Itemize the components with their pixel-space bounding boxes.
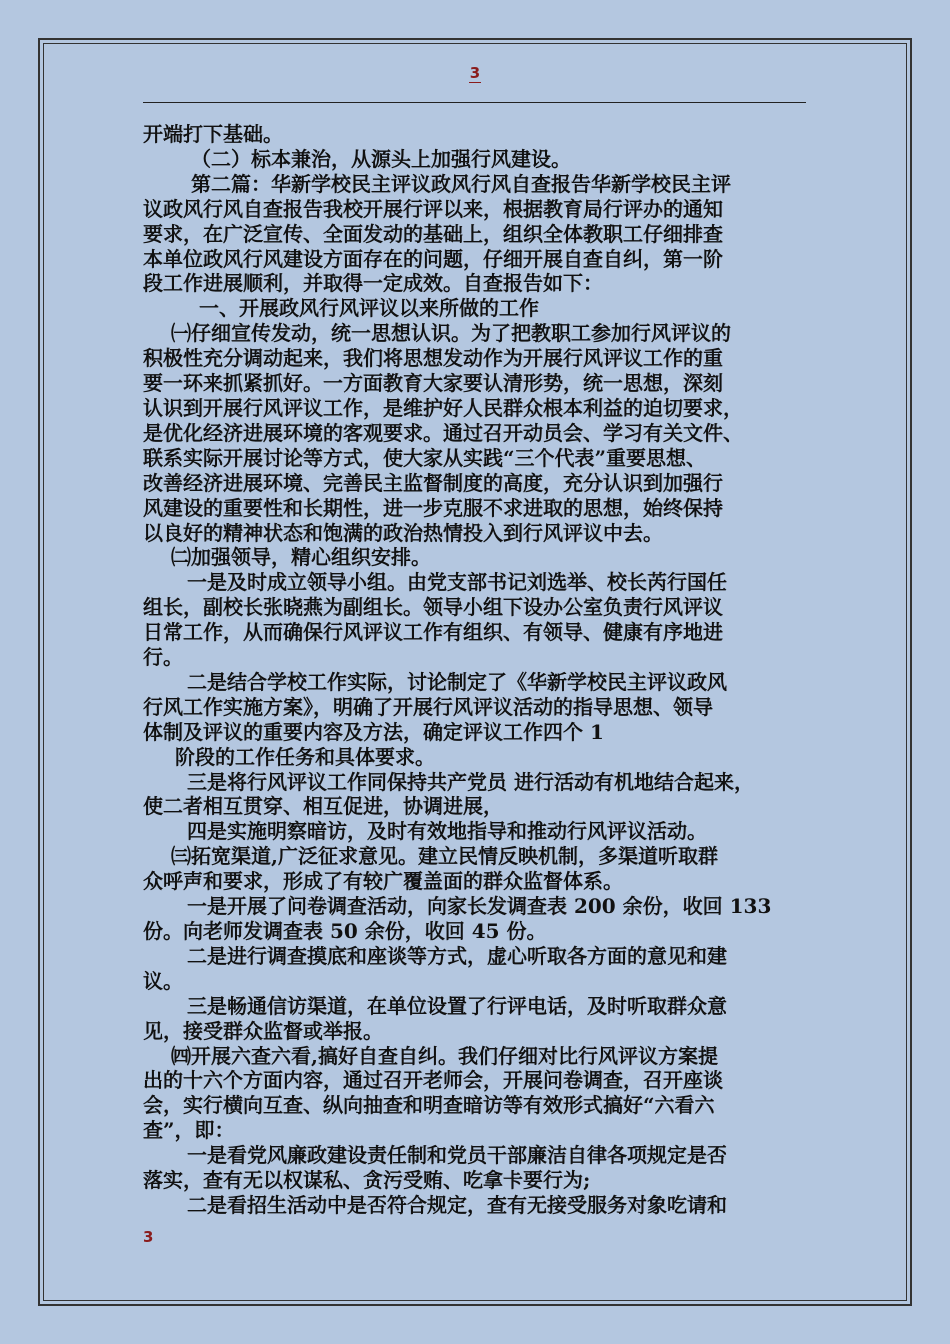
text-line: 阶段的工作任务和具体要求。	[175, 744, 435, 769]
text-line: 联系实际开展讨论等方式，使大家从实践“三个代表”重要思想、	[143, 445, 707, 470]
header-page-number: 3	[469, 64, 481, 82]
text-line: 份。向老师发调查表 50 余份，收回 45 份。	[143, 919, 547, 943]
text-line: （二）标本兼治，从源头上加强行风建设。	[191, 146, 571, 171]
text-line: 二是进行调查摸底和座谈等方式，虚心听取各方面的意见和建	[187, 943, 727, 968]
text-line: 一是开展了问卷调查活动，向家长发调查表 200 余份，收回 133	[187, 894, 772, 919]
text-line: 使二者相互贯穿、相互促进，协调进展，	[143, 794, 503, 819]
text-line: 行。	[143, 645, 183, 670]
text-line: 三是将行风评议工作同保持共产党员 进行活动有机地结合起来，	[187, 769, 754, 794]
footer-page-number: 3	[143, 1228, 154, 1246]
text-line: 要求，在广泛宣传、全面发动的基础上，组织全体教职工仔细排查	[143, 221, 723, 246]
text-line: ㈣开展六查六看,搞好自查自纠。我们仔细对比行风评议方案提	[171, 1043, 718, 1068]
text-line: 积极性充分调动起来，我们将思想发动作为开展行风评议工作的重	[143, 346, 723, 371]
text-line: 行风工作实施方案》，明确了开展行风评议活动的指导思想、领导	[143, 694, 713, 719]
text-line: 四是实施明察暗访，及时有效地指导和推动行风评议活动。	[187, 819, 707, 844]
text-line: 开端打下基础。	[143, 122, 283, 146]
text-line: 众呼声和要求，形成了有较广覆盖面的群众监督体系。	[143, 869, 623, 894]
text-line: 认识到开展行风评议工作，是维护好人民群众根本利益的迫切要求，	[143, 395, 743, 420]
text-line: 风建设的重要性和长期性，进一步克服不求进取的思想，始终保持	[143, 495, 723, 520]
text-line: 见，接受群众监督或举报。	[143, 1018, 383, 1043]
text-line: 落实，查有无以权谋私、贪污受贿、吃拿卡要行为;	[143, 1168, 591, 1193]
text-line: 以良好的精神状态和饱满的政治热情投入到行风评议中去。	[143, 520, 663, 545]
text-line: 段工作进展顺利，并取得一定成效。自查报告如下：	[143, 271, 603, 296]
text-line: 组长，副校长张晓燕为副组长。领导小组下设办公室负责行风评议	[143, 595, 723, 620]
text-line: 三是畅通信访渠道，在单位设置了行评电话，及时听取群众意	[187, 993, 727, 1018]
text-line: 是优化经济进展环境的客观要求。通过召开动员会、学习有关文件、	[143, 420, 743, 445]
text-line: ㈠仔细宣传发动，统一思想认识。为了把教职工参加行风评议的	[171, 321, 731, 346]
text-line: 二是结合学校工作实际，讨论制定了《华新学校民主评议政风	[187, 669, 727, 694]
text-line: 查”，即：	[143, 1118, 235, 1143]
text-line: 要一环来抓紧抓好。一方面教育大家要认清形势，统一思想，深刻	[143, 371, 723, 396]
text-line: 体制及评议的重要内容及方法，确定评议工作四个 1	[143, 719, 604, 744]
text-line: 会，实行横向互查、纵向抽查和明查暗访等有效形式搞好“六看六	[143, 1093, 715, 1118]
text-line: 议。	[143, 968, 183, 993]
text-line: 日常工作，从而确保行风评议工作有组织、有领导、健康有序地进	[143, 620, 723, 645]
document-body	[143, 122, 809, 1218]
text-line: 一、开展政风行风评议以来所做的工作	[199, 296, 539, 321]
text-line: 二是看招生活动中是否符合规定，查有无接受服务对象吃请和	[187, 1192, 727, 1217]
text-line: 改善经济进展环境、完善民主监督制度的高度，充分认识到加强行	[143, 470, 723, 495]
text-line: 出的十六个方面内容，通过召开老师会，开展问卷调查，召开座谈	[143, 1068, 723, 1093]
text-line: ㈢拓宽渠道,广泛征求意见。建立民情反映机制，多渠道听取群	[171, 844, 718, 869]
text-line: 第二篇：华新学校民主评议政风行风自查报告华新学校民主评	[191, 171, 731, 196]
text-line: 一是及时成立领导小组。由党支部书记刘选举、校长芮行国任	[187, 570, 727, 595]
text-line: ㈡加强领导，精心组织安排。	[171, 545, 431, 570]
header-rule	[143, 102, 806, 103]
text-line: 一是看党风廉政建设责任制和党员干部廉洁自律各项规定是否	[187, 1143, 727, 1168]
text-line: 议政风行风自查报告我校开展行评以来，根据教育局行评办的通知	[143, 196, 723, 221]
text-line: 本单位政风行风建设方面存在的问题，仔细开展自查自纠，第一阶	[143, 246, 723, 271]
